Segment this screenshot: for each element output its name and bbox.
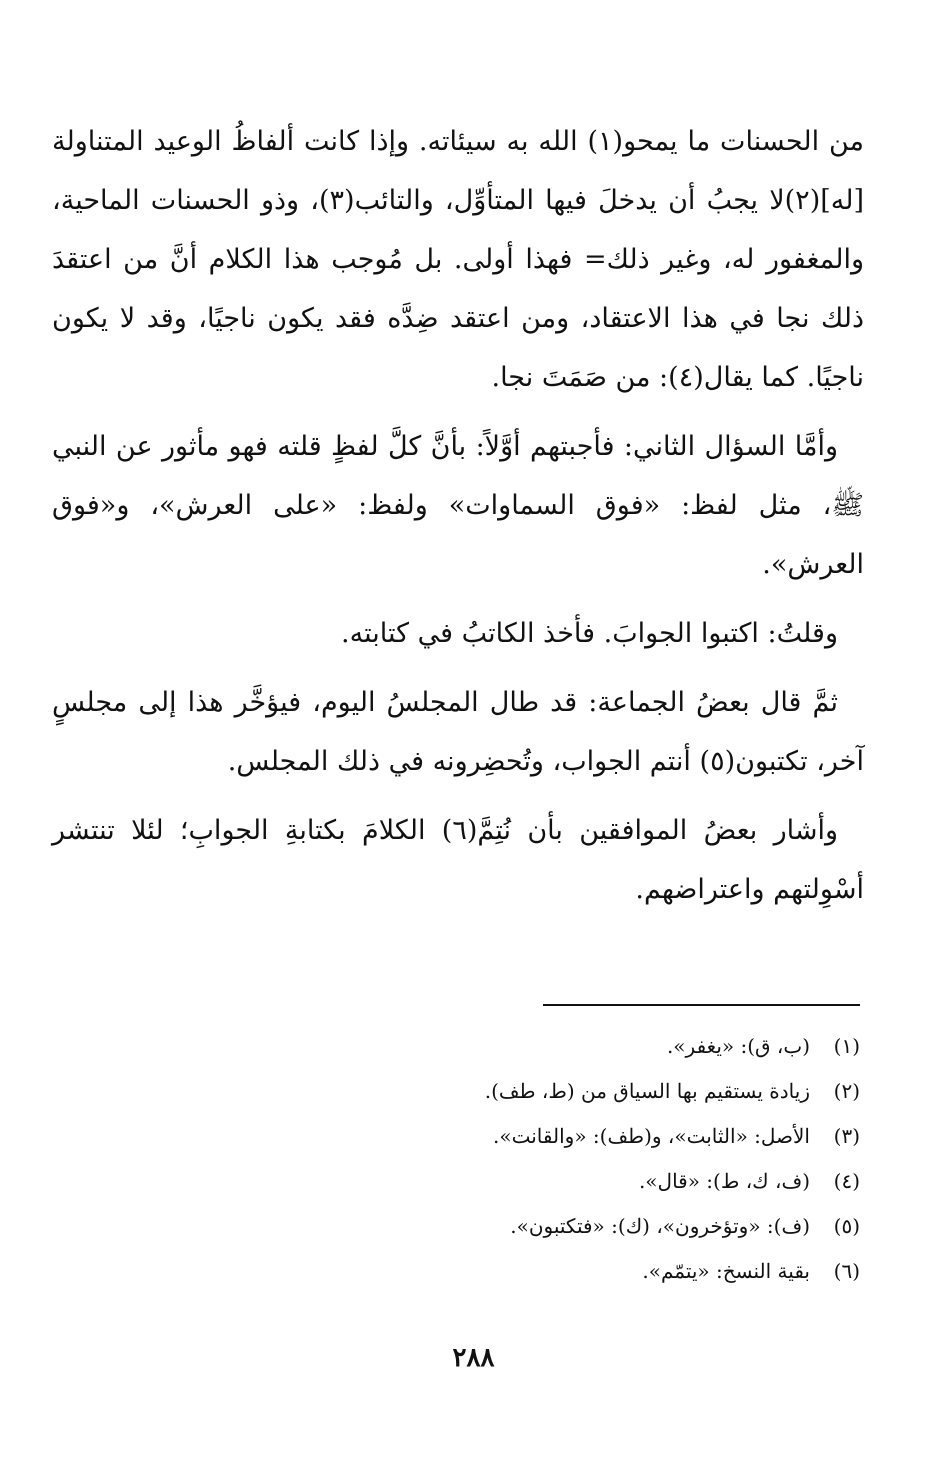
footnotes [400, 1024, 860, 1294]
footnote-1 [400, 1024, 860, 1069]
footnote-number: (٤) [833, 1169, 860, 1193]
paragraph-2: وأمَّا السؤال الثاني: فأجبتهم أوَّلاً: بأنَّ كلَّ لفظٍ قلته فهو مأثور عن النبي ﷺ، مثل لفظ: «فوق السماوات» ولفظ: «على العرش»، و«فوق العرش». [52, 431, 864, 580]
footnote-4 [400, 1159, 860, 1204]
footnote-number: (٣) [833, 1124, 860, 1148]
paragraph-1: من الحسنات ما يمحو(١) الله به سيئاته. وإذا كانت ألفاظُ الوعيد المتناولة [له](٢)لا يجبُ أن يدخلَ فيها المتأوِّل، والتائب(٣)، وذو الحسنات الماحية، والمغفور له، وغير ذلك= فهذا أولى. بل مُوجب هذا الكلام أنَّ من اعتقدَ ذلك نجا في هذا الاعتقاد، ومن اعتقد ضِدَّه فقد يكون ناجيًا، وقد لا يكون ناجيًا. كما يقال(٤): من صَمَتَ نجا. [52, 126, 864, 393]
footnote-5 [400, 1204, 860, 1249]
footnote-number: (٢) [833, 1079, 860, 1103]
footnote-divider [543, 1004, 860, 1006]
footnote-text: (ف، ك، ط): «قال». [638, 1169, 810, 1193]
paragraph-3: وقلتُ: اكتبوا الجوابَ. فأخذ الكاتبُ في كتابته. [341, 618, 838, 649]
footnote-text: بقية النسخ: «يتمّم». [642, 1259, 810, 1283]
page-number: ٢٨٨ [452, 1343, 495, 1373]
footnote-text: (ب، ق): «يغفر». [666, 1034, 810, 1058]
footnote-text: زيادة يستقيم بها السياق من (ط، طف). [484, 1079, 810, 1103]
footnote-text: الأصل: «الثابت»، و(طف): «والقانت». [493, 1124, 810, 1148]
paragraph-5: وأشار بعضُ الموافقين بأن نُتِمَّ(٦) الكلامَ بكتابةِ الجوابِ؛ لئلا تنتشر أسْوِلتهم واعتراضهم. [52, 815, 864, 905]
footnote-text: (ف): «وتؤخرون»، (ك): «فتكتبون». [510, 1214, 810, 1238]
footnote-number: (٥) [833, 1214, 860, 1238]
paragraph-4: ثمَّ قال بعضُ الجماعة: قد طال المجلسُ اليوم، فيؤخَّر هذا إلى مجلسٍ آخر، تكتبون(٥) أنتم الجواب، وتُحضِرونه في ذلك المجلس. [52, 687, 864, 777]
footnote-2 [400, 1069, 860, 1114]
footnote-6 [400, 1249, 860, 1294]
footnote-3 [400, 1114, 860, 1159]
main-text [52, 112, 864, 929]
footnote-number: (١) [833, 1034, 860, 1058]
footnote-number: (٦) [833, 1259, 860, 1283]
